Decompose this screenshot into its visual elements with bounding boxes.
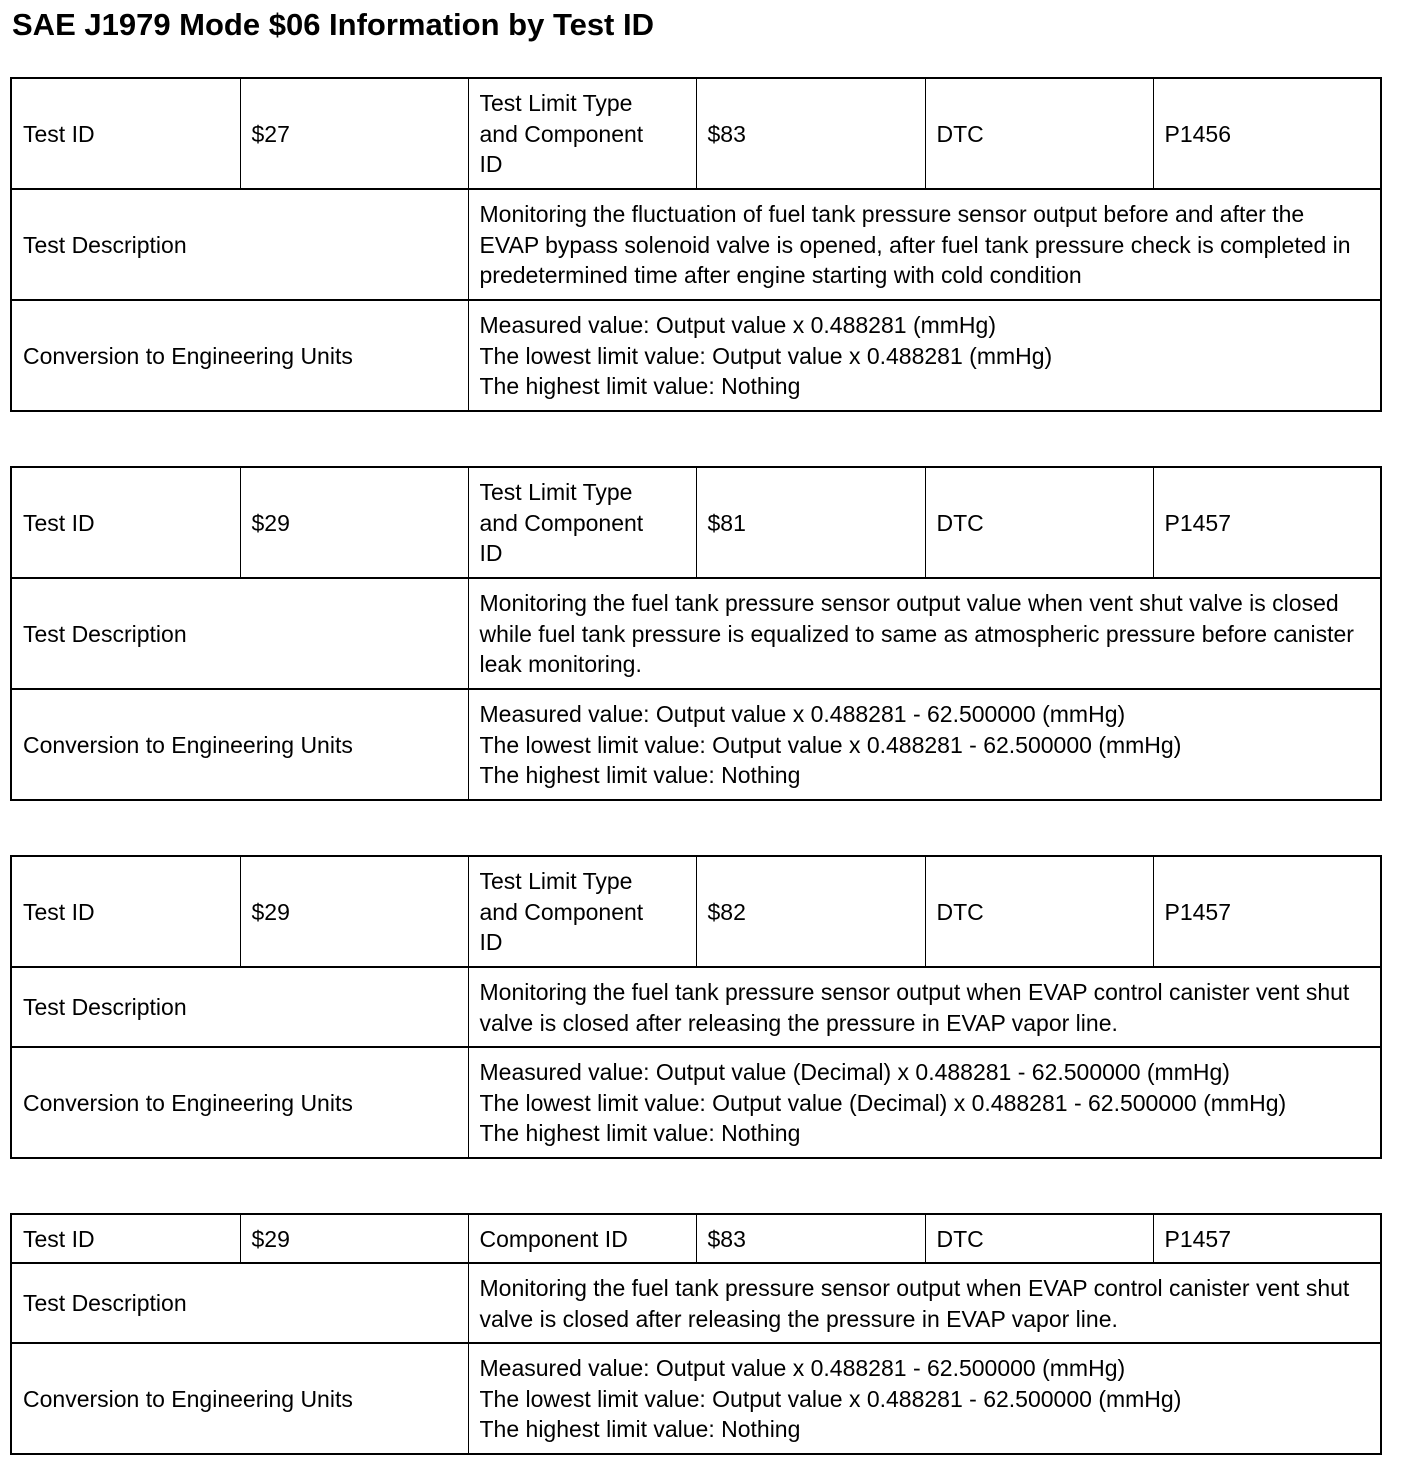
conversion-text: Measured value: Output value x 0.488281 - 62.500000 (mmHg) The lowest limit value: Output value x 0.488281 - 62.500000 (mmHg) The highest limit value: Nothing xyxy=(468,1343,1381,1454)
dtc-value: P1457 xyxy=(1153,856,1381,967)
description-row xyxy=(11,967,1381,1047)
test-description-text: Monitoring the fuel tank pressure sensor output value when vent shut valve is closed while fuel tank pressure is equalized to same as atmospheric pressure before canister leak monitoring. xyxy=(468,578,1381,689)
limit-type-label: Component ID xyxy=(468,1214,696,1263)
description-row xyxy=(11,1263,1381,1343)
test-id-value: $29 xyxy=(240,856,468,967)
test-id-value: $29 xyxy=(240,467,468,578)
dtc-value: P1457 xyxy=(1153,1214,1381,1263)
limit-type-value: $81 xyxy=(696,467,925,578)
test-id-table xyxy=(10,1213,1382,1455)
test-description-label: Test Description xyxy=(11,967,468,1047)
test-description-text: Monitoring the fluctuation of fuel tank pressure sensor output before and after the EVAP bypass solenoid valve is opened, after fuel tank pressure check is completed in predetermined time after engine starting with cold condition xyxy=(468,189,1381,300)
conversion-text: Measured value: Output value x 0.488281 (mmHg) The lowest limit value: Output value x 0.488281 (mmHg) The highest limit value: Nothing xyxy=(468,300,1381,411)
conversion-row xyxy=(11,689,1381,800)
limit-type-value: $82 xyxy=(696,856,925,967)
header-row xyxy=(11,467,1381,578)
test-id-value: $27 xyxy=(240,78,468,189)
conversion-row xyxy=(11,1343,1381,1454)
test-id-value: $29 xyxy=(240,1214,468,1263)
description-row xyxy=(11,578,1381,689)
test-id-label: Test ID xyxy=(11,856,240,967)
dtc-label: DTC xyxy=(925,1214,1153,1263)
conversion-text: Measured value: Output value (Decimal) x 0.488281 - 62.500000 (mmHg) The lowest limit value: Output value (Decimal) x 0.488281 - 62.500000 (mmHg) The highest limit value: Nothing xyxy=(468,1047,1381,1158)
dtc-label: DTC xyxy=(925,856,1153,967)
header-row xyxy=(11,856,1381,967)
header-row xyxy=(11,78,1381,189)
description-row xyxy=(11,189,1381,300)
conversion-text: Measured value: Output value x 0.488281 - 62.500000 (mmHg) The lowest limit value: Output value x 0.488281 - 62.500000 (mmHg) The highest limit value: Nothing xyxy=(468,689,1381,800)
conversion-label: Conversion to Engineering Units xyxy=(11,1343,468,1454)
test-description-label: Test Description xyxy=(11,1263,468,1343)
test-id-label: Test ID xyxy=(11,78,240,189)
conversion-row xyxy=(11,1047,1381,1158)
test-id-label: Test ID xyxy=(11,467,240,578)
limit-type-label: Test Limit Type and Component ID xyxy=(468,467,696,578)
limit-type-value: $83 xyxy=(696,78,925,189)
conversion-label: Conversion to Engineering Units xyxy=(11,689,468,800)
dtc-label: DTC xyxy=(925,78,1153,189)
test-description-text: Monitoring the fuel tank pressure sensor output when EVAP control canister vent shut valve is closed after releasing the pressure in EVAP vapor line. xyxy=(468,1263,1381,1343)
header-row xyxy=(11,1214,1381,1263)
test-id-table xyxy=(10,855,1382,1159)
conversion-label: Conversion to Engineering Units xyxy=(11,300,468,411)
test-id-table xyxy=(10,466,1382,801)
conversion-row xyxy=(11,300,1381,411)
test-description-label: Test Description xyxy=(11,189,468,300)
test-description-text: Monitoring the fuel tank pressure sensor output when EVAP control canister vent shut valve is closed after releasing the pressure in EVAP vapor line. xyxy=(468,967,1381,1047)
test-description-label: Test Description xyxy=(11,578,468,689)
limit-type-value: $83 xyxy=(696,1214,925,1263)
conversion-label: Conversion to Engineering Units xyxy=(11,1047,468,1158)
dtc-value: P1457 xyxy=(1153,467,1381,578)
test-id-label: Test ID xyxy=(11,1214,240,1263)
test-id-table xyxy=(10,77,1382,412)
dtc-label: DTC xyxy=(925,467,1153,578)
limit-type-label: Test Limit Type and Component ID xyxy=(468,78,696,189)
dtc-value: P1456 xyxy=(1153,78,1381,189)
limit-type-label: Test Limit Type and Component ID xyxy=(468,856,696,967)
page-title: SAE J1979 Mode $06 Information by Test ID xyxy=(12,7,654,42)
